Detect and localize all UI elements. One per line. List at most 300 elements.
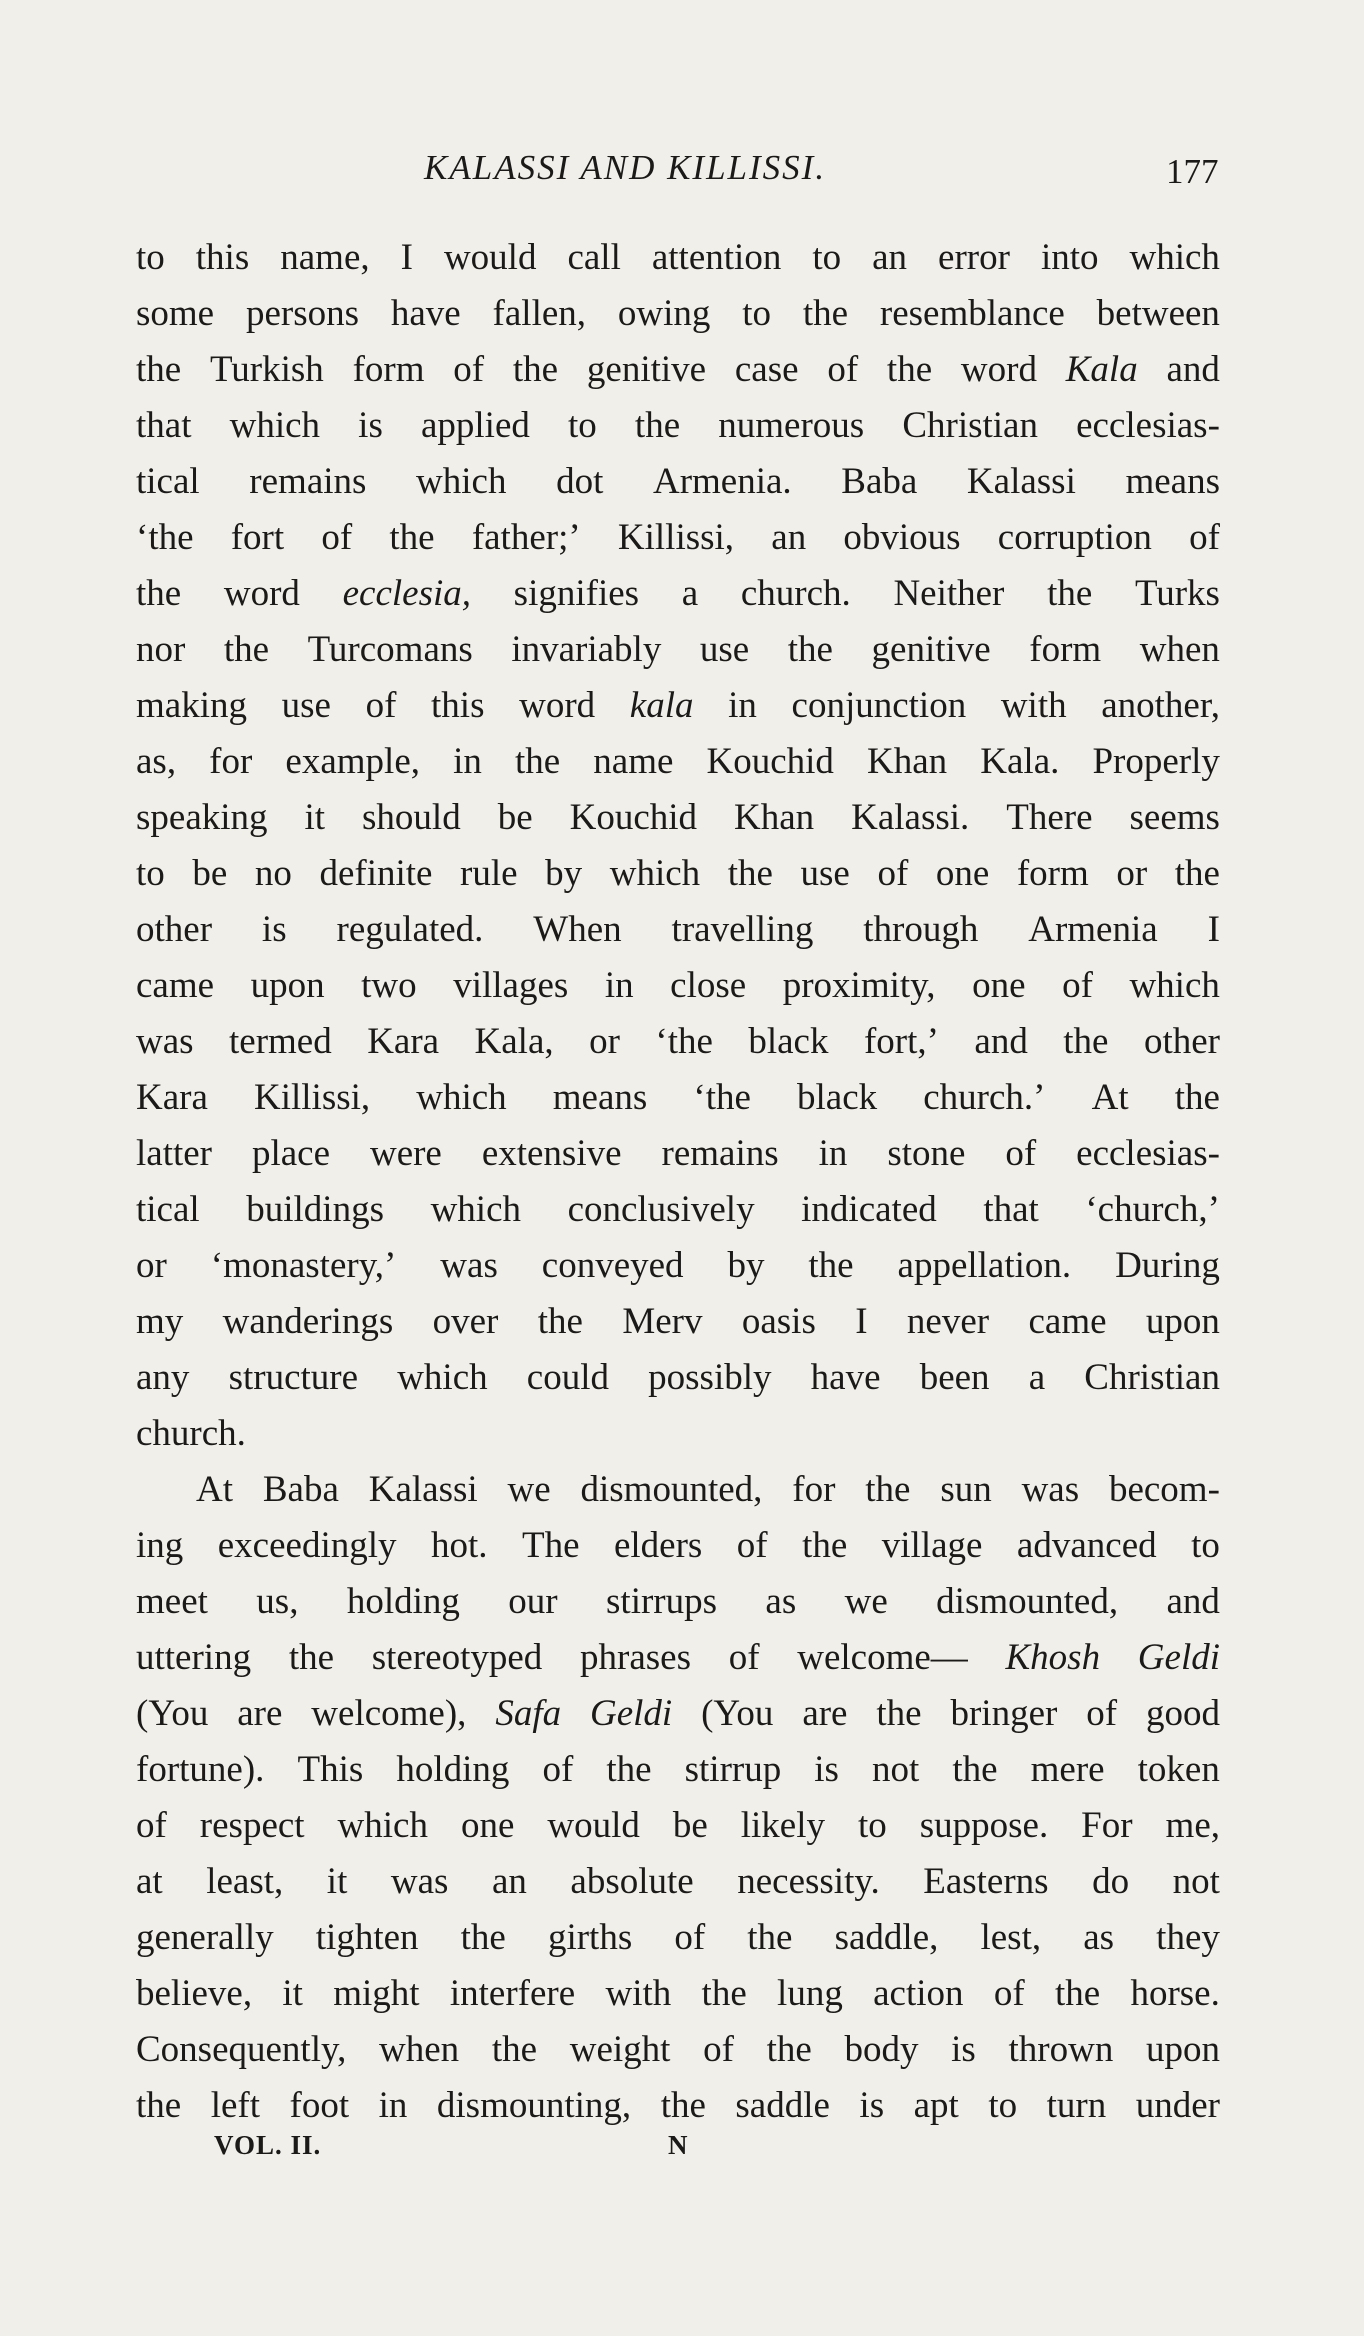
word: not bbox=[1172, 1861, 1220, 1902]
word: form bbox=[1016, 853, 1089, 894]
word: use bbox=[800, 853, 850, 894]
word: genitive bbox=[871, 629, 991, 670]
word: word bbox=[519, 685, 596, 726]
word: Killissi, bbox=[253, 1077, 371, 1118]
word: tical bbox=[136, 1189, 200, 1230]
word: or bbox=[136, 1245, 167, 1286]
word: upon bbox=[1146, 2029, 1220, 2070]
text-line bbox=[136, 1294, 1220, 1350]
word: During bbox=[1115, 1245, 1220, 1286]
word: under bbox=[1135, 2085, 1220, 2126]
word: interfere bbox=[449, 1973, 576, 2014]
word: left bbox=[210, 2085, 261, 2126]
word: respect bbox=[199, 1805, 305, 1846]
word: is bbox=[814, 1749, 839, 1790]
word: the bbox=[876, 1693, 922, 1734]
word: of bbox=[736, 1525, 768, 1566]
word: Khosh bbox=[1005, 1637, 1101, 1678]
word: place bbox=[251, 1133, 331, 1174]
word: speaking bbox=[136, 797, 268, 838]
word: father;’ bbox=[471, 517, 581, 558]
word: travelling bbox=[671, 909, 814, 950]
word: welcome), bbox=[311, 1693, 467, 1734]
word: applied bbox=[420, 405, 530, 446]
word: example, bbox=[285, 741, 420, 782]
word: nor bbox=[136, 629, 186, 670]
word: dismounted, bbox=[936, 1581, 1119, 1622]
word: thrown bbox=[1008, 2029, 1114, 2070]
word: Safa bbox=[495, 1693, 562, 1734]
word: Christian bbox=[1084, 1357, 1220, 1398]
text-line bbox=[136, 790, 1220, 846]
word: the bbox=[701, 1973, 747, 2014]
word: with bbox=[605, 1973, 672, 2014]
word: foot bbox=[289, 2085, 350, 2126]
word: tighten bbox=[315, 1917, 419, 1958]
word: conjunction bbox=[791, 685, 967, 726]
word: the bbox=[865, 1469, 911, 1510]
word: one bbox=[460, 1805, 515, 1846]
word: seems bbox=[1129, 797, 1220, 838]
word: Baba bbox=[262, 1469, 339, 1510]
word: upon bbox=[250, 965, 325, 1006]
word: the bbox=[886, 349, 933, 390]
text-line bbox=[136, 734, 1220, 790]
word: horse. bbox=[1130, 1973, 1220, 2014]
word: close bbox=[670, 965, 747, 1006]
word: Consequently, bbox=[136, 2029, 347, 2070]
word: my bbox=[136, 1301, 184, 1342]
word: of bbox=[321, 517, 353, 558]
word: of bbox=[877, 853, 909, 894]
word: be bbox=[192, 853, 228, 894]
word: which bbox=[1129, 237, 1220, 278]
word: means bbox=[552, 1077, 648, 1118]
word: was bbox=[440, 1245, 498, 1286]
word: name bbox=[593, 741, 674, 782]
word: to bbox=[988, 2085, 1018, 2126]
word: by bbox=[727, 1245, 765, 1286]
word: Properly bbox=[1092, 741, 1220, 782]
word: latter bbox=[136, 1133, 213, 1174]
word: stirrups bbox=[606, 1581, 718, 1622]
text-line bbox=[136, 454, 1220, 510]
word: saddle, bbox=[834, 1917, 939, 1958]
word: came bbox=[1028, 1301, 1107, 1342]
word: When bbox=[533, 909, 622, 950]
word: invariably bbox=[511, 629, 662, 670]
word: ecclesias- bbox=[1076, 1133, 1220, 1174]
word: some bbox=[136, 293, 215, 334]
word: phrases bbox=[580, 1637, 691, 1678]
word: which bbox=[337, 1805, 428, 1846]
word: have bbox=[390, 293, 461, 334]
word: which bbox=[609, 853, 701, 894]
word: an bbox=[872, 237, 908, 278]
text-line bbox=[136, 1238, 1220, 1294]
word: dismounting, bbox=[436, 2085, 632, 2126]
word: they bbox=[1156, 1917, 1220, 1958]
word: case bbox=[734, 349, 799, 390]
word: genitive bbox=[586, 349, 707, 390]
word: persons bbox=[245, 293, 359, 334]
word: At bbox=[1091, 1077, 1129, 1118]
word: Merv bbox=[622, 1301, 703, 1342]
word: name, bbox=[280, 237, 370, 278]
word: two bbox=[361, 965, 417, 1006]
word: the bbox=[802, 293, 849, 334]
word: becom- bbox=[1108, 1469, 1220, 1510]
word: At bbox=[196, 1469, 233, 1510]
word: other bbox=[1143, 1021, 1220, 1062]
word: never bbox=[906, 1301, 990, 1342]
text-line bbox=[136, 622, 1220, 678]
word: this bbox=[195, 237, 250, 278]
word: was bbox=[1021, 1469, 1080, 1510]
text-line bbox=[136, 1742, 1220, 1798]
word: which bbox=[430, 1189, 521, 1230]
text-line bbox=[136, 678, 1220, 734]
word: believe, bbox=[136, 1973, 253, 2014]
word: of bbox=[703, 2029, 734, 2070]
word: regulated. bbox=[336, 909, 484, 950]
word: in bbox=[728, 685, 757, 726]
word: Kala. bbox=[980, 741, 1060, 782]
word: rule bbox=[460, 853, 518, 894]
word: no bbox=[254, 853, 292, 894]
word: of bbox=[827, 349, 859, 390]
word: would bbox=[547, 1805, 640, 1846]
word: use bbox=[699, 629, 750, 670]
word: by bbox=[545, 853, 583, 894]
word: the bbox=[136, 2085, 182, 2126]
word: generally bbox=[136, 1917, 274, 1958]
word: This bbox=[297, 1749, 364, 1790]
text-line bbox=[136, 566, 1220, 622]
word: been bbox=[919, 1357, 990, 1398]
word: of bbox=[1189, 517, 1220, 558]
text-line bbox=[136, 902, 1220, 958]
word: extensive bbox=[481, 1133, 622, 1174]
running-title: KALASSI AND KILLISSI. bbox=[424, 148, 827, 187]
word: Kalassi. bbox=[851, 797, 970, 838]
word: as bbox=[1083, 1917, 1115, 1958]
word: have bbox=[810, 1357, 881, 1398]
word: upon bbox=[1145, 1301, 1220, 1342]
word: token bbox=[1137, 1749, 1220, 1790]
text-line bbox=[136, 2078, 1220, 2134]
word: of bbox=[728, 1637, 760, 1678]
word: church. bbox=[136, 1413, 246, 1454]
word: action bbox=[873, 1973, 964, 2014]
text-line bbox=[136, 846, 1220, 902]
word: use bbox=[281, 685, 331, 726]
word: the bbox=[512, 349, 559, 390]
word: indicated bbox=[801, 1189, 937, 1230]
word: Kalassi bbox=[368, 1469, 478, 1510]
word: us, bbox=[256, 1581, 299, 1622]
text-line bbox=[136, 1686, 1220, 1742]
word: least, bbox=[206, 1861, 284, 1902]
word: at bbox=[136, 1861, 163, 1902]
word: the bbox=[136, 573, 182, 614]
word: a bbox=[1028, 1357, 1046, 1398]
word: tical bbox=[136, 461, 200, 502]
word: village bbox=[881, 1525, 983, 1566]
word: to bbox=[136, 853, 165, 894]
word: of bbox=[1005, 1133, 1037, 1174]
word: should bbox=[362, 797, 461, 838]
word: the bbox=[634, 405, 681, 446]
word: is bbox=[951, 2029, 976, 2070]
word: body bbox=[844, 2029, 919, 2070]
word: the bbox=[1047, 573, 1093, 614]
word: that bbox=[983, 1189, 1039, 1230]
text-line bbox=[136, 1126, 1220, 1182]
word: the bbox=[660, 2085, 706, 2126]
word: one bbox=[972, 965, 1026, 1006]
word: saddle bbox=[735, 2085, 830, 2126]
volume-label: VOL. II. bbox=[214, 2130, 322, 2160]
word: the bbox=[491, 2029, 538, 2070]
word: over bbox=[432, 1301, 499, 1342]
word: do bbox=[1092, 1861, 1130, 1902]
word: black bbox=[748, 1021, 829, 1062]
word: Neither bbox=[893, 573, 1005, 614]
word: that bbox=[136, 405, 192, 446]
word: an bbox=[771, 517, 807, 558]
word: of bbox=[542, 1749, 574, 1790]
word: any bbox=[136, 1357, 190, 1398]
text-line bbox=[136, 1630, 1220, 1686]
word: it bbox=[326, 1861, 348, 1902]
word: could bbox=[526, 1357, 609, 1398]
word: was bbox=[390, 1861, 449, 1902]
word: Khan bbox=[734, 797, 815, 838]
word: ing bbox=[136, 1525, 184, 1566]
word: to bbox=[857, 1805, 887, 1846]
word: Kara bbox=[367, 1021, 440, 1062]
word: this bbox=[431, 685, 485, 726]
word: ‘the bbox=[655, 1021, 713, 1062]
word: is bbox=[358, 405, 383, 446]
word: exceedingly bbox=[217, 1525, 397, 1566]
word: of bbox=[1062, 965, 1093, 1006]
word: of bbox=[365, 685, 397, 726]
word: of bbox=[1086, 1693, 1118, 1734]
word: owing bbox=[617, 293, 711, 334]
text-line bbox=[136, 1462, 1220, 1518]
word: the bbox=[727, 853, 773, 894]
word: when bbox=[1139, 629, 1220, 670]
word: we bbox=[507, 1469, 551, 1510]
word: might bbox=[333, 1973, 420, 2014]
word: uttering bbox=[136, 1637, 252, 1678]
word: weight bbox=[569, 2029, 671, 2070]
text-line bbox=[136, 958, 1220, 1014]
word: advanced bbox=[1016, 1525, 1157, 1566]
word: the bbox=[952, 1749, 998, 1790]
word: necessity. bbox=[737, 1861, 880, 1902]
text-line bbox=[136, 398, 1220, 454]
word: are bbox=[802, 1693, 848, 1734]
word: Geldi bbox=[1137, 1637, 1220, 1678]
word: fort,’ bbox=[863, 1021, 939, 1062]
word: of bbox=[993, 1973, 1025, 2014]
word: Geldi bbox=[589, 1693, 673, 1734]
word: the bbox=[514, 741, 561, 782]
word: Armenia bbox=[1028, 909, 1158, 950]
word: holding bbox=[396, 1749, 510, 1790]
word: stereotyped bbox=[371, 1637, 543, 1678]
word: Armenia. bbox=[652, 461, 792, 502]
page-footer bbox=[0, 2130, 1364, 2174]
word: Turks bbox=[1134, 573, 1220, 614]
word: the bbox=[460, 1917, 506, 1958]
word: holding bbox=[346, 1581, 460, 1622]
word: fortune). bbox=[136, 1749, 265, 1790]
word: obvious bbox=[843, 517, 961, 558]
text-line bbox=[136, 1350, 1220, 1406]
word: Turcomans bbox=[307, 629, 473, 670]
word: girths bbox=[547, 1917, 633, 1958]
word: the bbox=[802, 1525, 848, 1566]
word: hot. bbox=[430, 1525, 488, 1566]
text-line bbox=[136, 1518, 1220, 1574]
word: in bbox=[818, 1133, 848, 1174]
word: I bbox=[1207, 909, 1220, 950]
word: ‘church,’ bbox=[1085, 1189, 1220, 1230]
text-line bbox=[136, 2022, 1220, 2078]
word: resemblance bbox=[879, 293, 1065, 334]
word: call bbox=[567, 237, 621, 278]
word: is bbox=[859, 2085, 885, 2126]
word: form bbox=[352, 349, 425, 390]
word: dismounted, bbox=[580, 1469, 763, 1510]
word: I bbox=[400, 237, 413, 278]
word: lest, bbox=[980, 1917, 1042, 1958]
word: ‘monastery,’ bbox=[210, 1245, 397, 1286]
word: one bbox=[935, 853, 990, 894]
word: welcome— bbox=[797, 1637, 968, 1678]
word: form bbox=[1029, 629, 1102, 670]
word: is bbox=[261, 909, 287, 950]
word: likely bbox=[740, 1805, 825, 1846]
word: be bbox=[497, 797, 533, 838]
word: absolute bbox=[570, 1861, 694, 1902]
word: between bbox=[1096, 293, 1220, 334]
word: error bbox=[938, 237, 1010, 278]
text-line bbox=[136, 230, 1220, 286]
word: Khan bbox=[867, 741, 948, 782]
word: the bbox=[1174, 853, 1220, 894]
word: ecclesia, bbox=[342, 573, 471, 614]
text-line bbox=[136, 286, 1220, 342]
word: the bbox=[606, 1749, 652, 1790]
word: sun bbox=[940, 1469, 992, 1510]
word: the bbox=[223, 629, 270, 670]
page-number: 177 bbox=[1166, 152, 1219, 191]
word: which bbox=[416, 1077, 507, 1118]
word: were bbox=[369, 1133, 442, 1174]
word: lung bbox=[777, 1973, 843, 2014]
word: corruption bbox=[997, 517, 1152, 558]
word: word bbox=[960, 349, 1037, 390]
word: appellation. bbox=[897, 1245, 1072, 1286]
word: structure bbox=[228, 1357, 359, 1398]
word: elders bbox=[613, 1525, 703, 1566]
word: the bbox=[288, 1637, 335, 1678]
word: the bbox=[747, 1917, 793, 1958]
word: bringer bbox=[950, 1693, 1058, 1734]
word: wanderings bbox=[222, 1301, 394, 1342]
word: and bbox=[1166, 1581, 1220, 1622]
word: meet bbox=[136, 1581, 208, 1622]
word: of bbox=[136, 1805, 167, 1846]
word: I bbox=[855, 1301, 868, 1342]
word: are bbox=[237, 1693, 283, 1734]
word: with bbox=[1000, 685, 1067, 726]
word: as, bbox=[136, 741, 177, 782]
word: to bbox=[1191, 1525, 1220, 1566]
word: suppose. bbox=[919, 1805, 1049, 1846]
word: in bbox=[604, 965, 634, 1006]
word: the bbox=[1063, 1021, 1109, 1062]
word: an bbox=[491, 1861, 527, 1902]
word: the bbox=[787, 629, 833, 670]
word: to bbox=[136, 237, 165, 278]
word: conclusively bbox=[567, 1189, 755, 1230]
word: Kouchid bbox=[569, 797, 698, 838]
word: we bbox=[844, 1581, 888, 1622]
text-line bbox=[136, 1966, 1220, 2022]
word: numerous bbox=[718, 405, 865, 446]
word: good bbox=[1145, 1693, 1220, 1734]
word: the bbox=[1054, 1973, 1101, 2014]
text-line bbox=[136, 1070, 1220, 1126]
word: Easterns bbox=[923, 1861, 1049, 1902]
word: a bbox=[681, 573, 699, 614]
word: the bbox=[1174, 1077, 1220, 1118]
word: to bbox=[568, 405, 597, 446]
word: which bbox=[229, 405, 321, 446]
word: church.’ bbox=[923, 1077, 1046, 1118]
word: of bbox=[674, 1917, 706, 1958]
word: signifies bbox=[513, 573, 640, 614]
word: Baba bbox=[841, 461, 918, 502]
word: (You bbox=[136, 1693, 209, 1734]
text-line bbox=[136, 510, 1220, 566]
word: buildings bbox=[246, 1189, 384, 1230]
word: remains bbox=[249, 461, 367, 502]
word: (You bbox=[701, 1693, 774, 1734]
word: was bbox=[136, 1021, 194, 1062]
word: through bbox=[863, 909, 979, 950]
text-line bbox=[136, 1014, 1220, 1070]
word: stone bbox=[887, 1133, 966, 1174]
word: definite bbox=[319, 853, 433, 894]
word: Kalassi bbox=[966, 461, 1076, 502]
word: black bbox=[797, 1077, 878, 1118]
word: for bbox=[209, 741, 253, 782]
word: attention bbox=[651, 237, 782, 278]
word: mere bbox=[1030, 1749, 1105, 1790]
word: stirrup bbox=[684, 1749, 782, 1790]
text-line bbox=[136, 1574, 1220, 1630]
word: to bbox=[812, 237, 842, 278]
word: would bbox=[443, 237, 537, 278]
word: for bbox=[792, 1469, 836, 1510]
